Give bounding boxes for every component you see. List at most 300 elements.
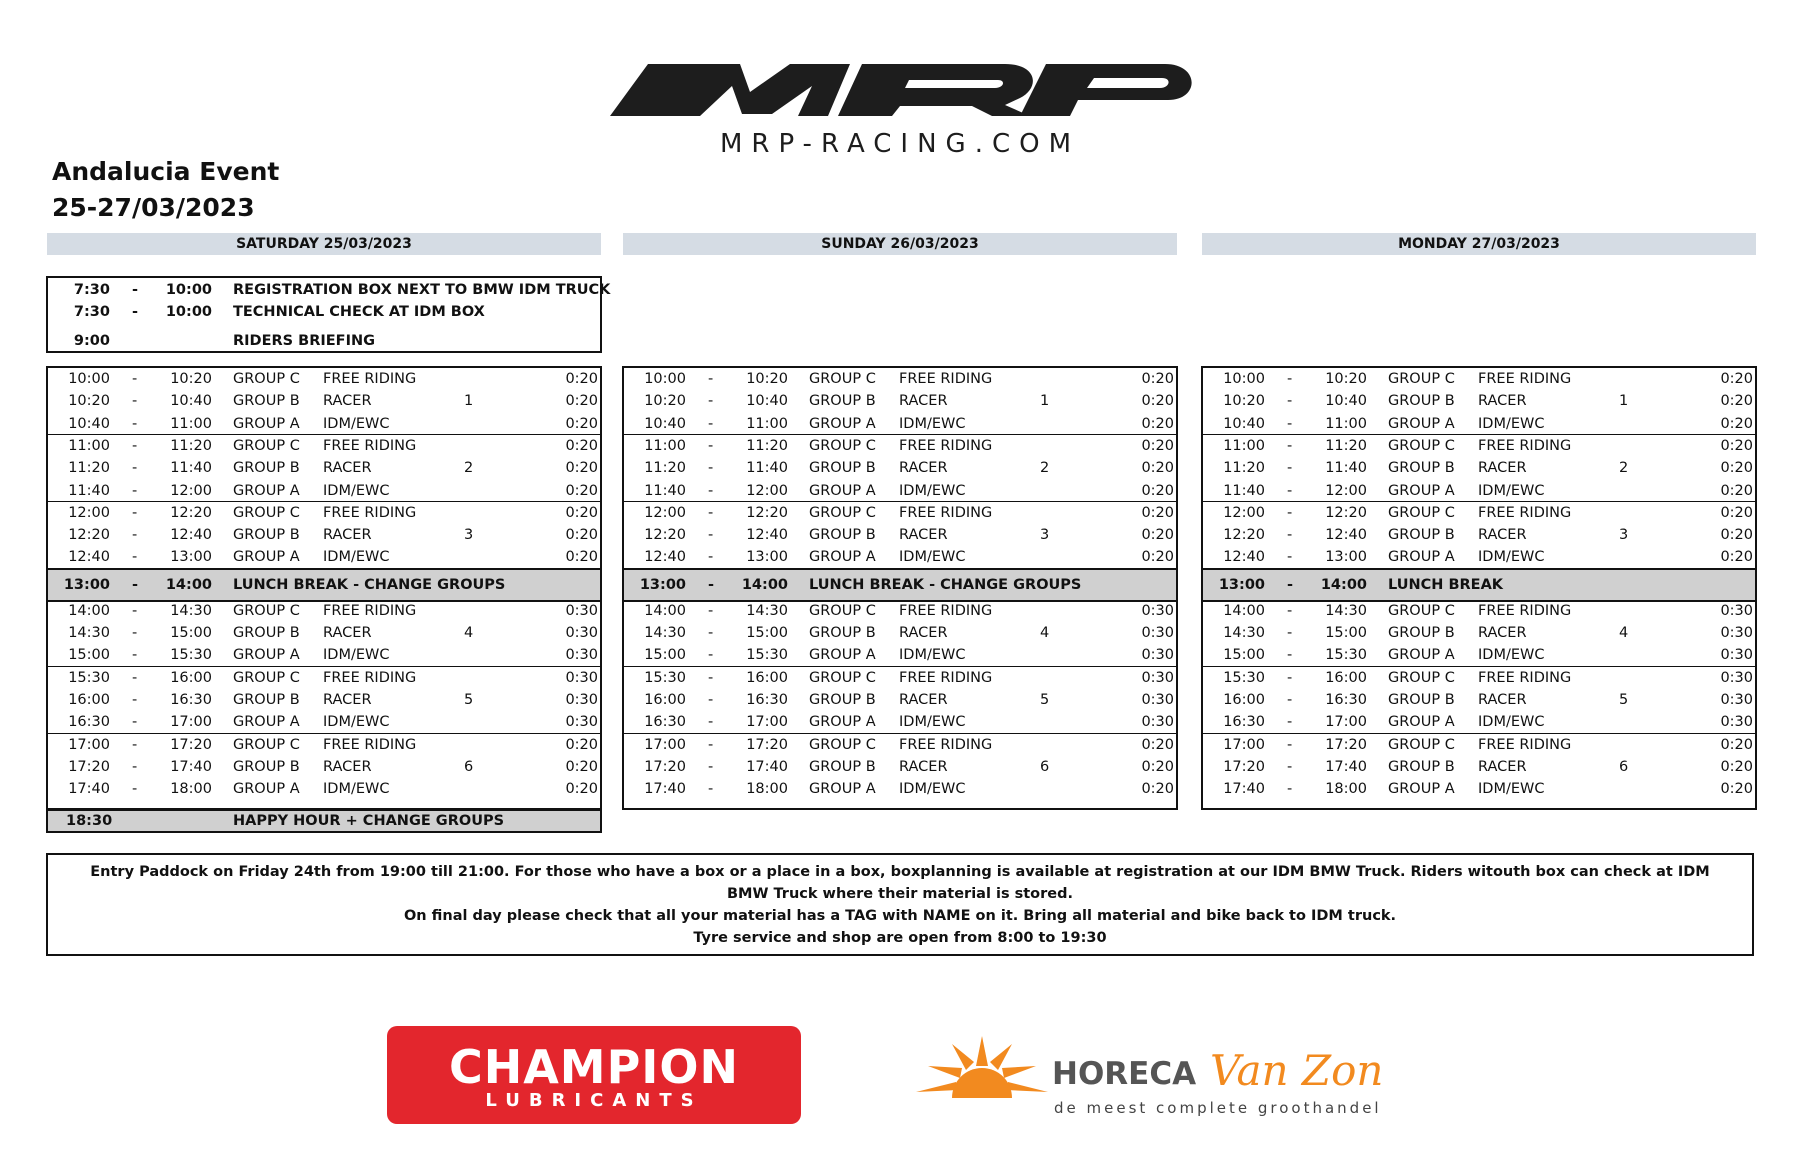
end-time: 18:00 — [1325, 781, 1367, 798]
duration: 0:30 — [1720, 669, 1753, 686]
duration: 0:20 — [1141, 415, 1174, 432]
table-row — [624, 413, 1176, 435]
end-time: 12:40 — [170, 527, 212, 544]
table-row — [624, 480, 1176, 502]
end-time: 11:20 — [746, 437, 788, 454]
dash: - — [1287, 781, 1293, 798]
start-time: 16:30 — [644, 714, 686, 731]
dash: - — [1287, 669, 1293, 686]
end-time: 10:00 — [165, 304, 212, 320]
dash: - — [1287, 371, 1293, 387]
session-number: 3 — [1619, 527, 1629, 544]
dash: - — [132, 460, 138, 477]
start-time: 10:00 — [1223, 371, 1265, 387]
session-type: RACER — [323, 758, 372, 775]
start-time: 9:00 — [73, 333, 110, 349]
start-time: 11:20 — [1223, 460, 1265, 477]
duration: 0:20 — [1720, 482, 1753, 499]
dash: - — [132, 504, 138, 521]
group-name: GROUP B — [1388, 460, 1455, 477]
group-name: GROUP C — [233, 504, 300, 521]
end-time: 10:20 — [1325, 371, 1367, 387]
end-time: 16:00 — [170, 669, 212, 686]
mrp-logo — [600, 48, 1200, 160]
start-time: 17:00 — [1223, 736, 1265, 753]
session-type: RACER — [323, 460, 372, 477]
duration: 0:20 — [1141, 482, 1174, 499]
duration: 0:20 — [565, 527, 598, 544]
duration: 0:20 — [1141, 371, 1174, 387]
group-name: GROUP C — [1388, 669, 1455, 686]
end-time: 16:30 — [170, 691, 212, 708]
mrp-logo-mark — [610, 64, 1192, 116]
end-time: 11:40 — [746, 460, 788, 477]
session-number: 4 — [1619, 625, 1629, 641]
end-time: 12:40 — [1325, 527, 1367, 544]
duration: 0:20 — [565, 371, 598, 387]
end-time: 17:00 — [746, 714, 788, 731]
end-time: 11:20 — [170, 437, 212, 454]
start-time: 15:00 — [1223, 647, 1265, 664]
table-row — [624, 368, 1176, 390]
dash: - — [708, 504, 714, 521]
start-time: 15:30 — [1223, 669, 1265, 686]
session-type: FREE RIDING — [899, 504, 993, 521]
dash: - — [1287, 691, 1293, 708]
dash: - — [1287, 714, 1293, 731]
session-type: RACER — [899, 691, 948, 708]
duration: 0:30 — [1720, 647, 1753, 664]
champion-lubricants-logo — [387, 1026, 801, 1124]
end-time: 17:20 — [746, 736, 788, 753]
schedule-table-saturday — [46, 366, 602, 810]
dash: - — [132, 602, 138, 619]
dash: - — [1287, 758, 1293, 775]
end-time: 17:20 — [170, 736, 212, 753]
end-time: 13:00 — [746, 549, 788, 566]
end-time: 14:30 — [170, 602, 212, 619]
end-time: 12:40 — [746, 527, 788, 544]
duration: 0:20 — [1141, 504, 1174, 521]
dash: - — [1287, 576, 1294, 593]
dash: - — [132, 669, 138, 686]
dash: - — [132, 758, 138, 775]
group-name: GROUP A — [1388, 714, 1455, 731]
session-type: FREE RIDING — [1478, 437, 1572, 454]
duration: 0:20 — [1141, 527, 1174, 544]
start-time: 17:20 — [1223, 758, 1265, 775]
table-row — [624, 457, 1176, 479]
dash: - — [708, 758, 714, 775]
session-type: RACER — [1478, 625, 1527, 641]
lunch-break-row — [1203, 568, 1755, 602]
table-row — [1203, 600, 1755, 622]
start-time: 11:00 — [644, 437, 686, 454]
duration: 0:20 — [565, 460, 598, 477]
group-name: GROUP A — [809, 415, 876, 432]
duration: 0:20 — [1720, 549, 1753, 566]
dash: - — [1287, 736, 1293, 753]
duration: 0:20 — [1141, 393, 1174, 410]
duration: 0:20 — [1720, 371, 1753, 387]
duration: 0:30 — [565, 602, 598, 619]
table-row — [624, 502, 1176, 524]
table-row — [624, 689, 1176, 711]
schedule-table-monday — [1201, 366, 1757, 810]
group-name: GROUP B — [1388, 758, 1455, 775]
session-type: IDM/EWC — [323, 482, 390, 499]
table-row — [1203, 756, 1755, 778]
session-type: FREE RIDING — [899, 669, 993, 686]
start-time: 16:00 — [68, 691, 110, 708]
table-row — [48, 689, 600, 711]
duration: 0:30 — [1720, 625, 1753, 641]
session-number: 3 — [1040, 527, 1050, 544]
happy-hour-time: 18:30 — [66, 813, 113, 829]
session-number: 5 — [464, 691, 474, 708]
session-type: RACER — [1478, 758, 1527, 775]
session-type: IDM/EWC — [1478, 647, 1545, 664]
session-type: RACER — [899, 625, 948, 641]
website-text: MRP-RACING.COM — [719, 129, 1081, 159]
group-name: GROUP A — [1388, 415, 1455, 432]
duration: 0:20 — [565, 393, 598, 410]
end-time: 10:40 — [1325, 393, 1367, 410]
group-name: GROUP C — [1388, 371, 1455, 387]
end-time: 11:00 — [1325, 415, 1367, 432]
group-name: GROUP C — [1388, 437, 1455, 454]
happy-hour-label: HAPPY HOUR + CHANGE GROUPS — [233, 813, 505, 829]
table-row — [624, 390, 1176, 412]
day-header-saturday: SATURDAY 25/03/2023 — [47, 233, 601, 255]
start-time: 10:40 — [68, 415, 110, 432]
start-time: 12:20 — [644, 527, 686, 544]
lunch-start: 13:00 — [63, 576, 110, 593]
dash: - — [708, 415, 714, 432]
session-type: IDM/EWC — [1478, 549, 1545, 566]
duration: 0:30 — [565, 625, 598, 641]
dash: - — [132, 549, 138, 566]
start-time: 12:00 — [644, 504, 686, 521]
table-row — [1203, 689, 1755, 711]
session-number: 5 — [1619, 691, 1629, 708]
duration: 0:30 — [1141, 691, 1174, 708]
table-row — [48, 435, 600, 457]
duration: 0:30 — [565, 714, 598, 731]
session-number: 5 — [1040, 691, 1050, 708]
lunch-break-row — [48, 568, 600, 602]
dash: - — [708, 460, 714, 477]
group-name: GROUP A — [1388, 549, 1455, 566]
duration: 0:20 — [565, 736, 598, 753]
dash: - — [132, 576, 139, 593]
duration: 0:30 — [1141, 669, 1174, 686]
session-type: FREE RIDING — [1478, 504, 1572, 521]
table-row — [48, 368, 600, 390]
session-type: FREE RIDING — [323, 736, 417, 753]
group-name: GROUP A — [1388, 647, 1455, 664]
end-time: 15:00 — [746, 625, 788, 641]
session-number: 2 — [1619, 460, 1629, 477]
session-number: 6 — [464, 758, 474, 775]
dash: - — [708, 691, 714, 708]
group-name: GROUP C — [1388, 736, 1455, 753]
group-name: GROUP C — [233, 669, 300, 686]
session-type: FREE RIDING — [323, 371, 417, 387]
session-type: IDM/EWC — [323, 781, 390, 798]
dash: - — [708, 482, 714, 499]
table-row — [624, 778, 1176, 800]
dash: - — [708, 714, 714, 731]
start-time: 11:40 — [68, 482, 110, 499]
end-time: 13:00 — [1325, 549, 1367, 566]
session-type: IDM/EWC — [899, 549, 966, 566]
session-type: RACER — [899, 527, 948, 544]
start-time: 7:30 — [73, 304, 110, 320]
pre-schedule-label: RIDERS BRIEFING — [233, 333, 376, 349]
session-type: FREE RIDING — [1478, 371, 1572, 387]
duration: 0:20 — [1720, 415, 1753, 432]
group-name: GROUP B — [1388, 527, 1455, 544]
duration: 0:30 — [1141, 625, 1174, 641]
session-type: IDM/EWC — [1478, 781, 1545, 798]
session-type: FREE RIDING — [1478, 669, 1572, 686]
session-type: FREE RIDING — [1478, 736, 1572, 753]
note-entry-paddock: Entry Paddock on Friday 24th from 19:00 till 21:00. For those who have a box or a place in a box, boxplanning is available at registration at our IDM BMW Truck. Riders witouth box can check at IDM BMW Truck where their material is stored. — [90, 864, 1710, 902]
lunch-end: 14:00 — [741, 576, 788, 593]
duration: 0:30 — [565, 669, 598, 686]
dash: - — [708, 669, 714, 686]
table-row — [1203, 413, 1755, 435]
group-name: GROUP C — [809, 504, 876, 521]
group-name: GROUP C — [1388, 504, 1455, 521]
group-name: GROUP A — [233, 482, 300, 499]
duration: 0:20 — [1141, 437, 1174, 454]
session-number: 3 — [464, 527, 474, 544]
lunch-label: LUNCH BREAK - CHANGE GROUPS — [233, 576, 506, 593]
session-type: IDM/EWC — [899, 781, 966, 798]
start-time: 10:20 — [644, 393, 686, 410]
start-time: 15:30 — [68, 669, 110, 686]
lunch-end: 14:00 — [1320, 576, 1367, 593]
dash: - — [708, 576, 715, 593]
end-time: 12:00 — [1325, 482, 1367, 499]
duration: 0:20 — [1141, 460, 1174, 477]
table-row — [1203, 524, 1755, 546]
end-time: 14:30 — [746, 602, 788, 619]
session-number: 6 — [1619, 758, 1629, 775]
dash: - — [708, 647, 714, 664]
start-time: 10:00 — [644, 371, 686, 387]
duration: 0:20 — [1720, 781, 1753, 798]
end-time: 17:00 — [170, 714, 212, 731]
group-name: GROUP B — [809, 527, 876, 544]
session-type: IDM/EWC — [1478, 415, 1545, 432]
end-time: 17:40 — [746, 758, 788, 775]
session-type: FREE RIDING — [323, 504, 417, 521]
end-time: 11:40 — [170, 460, 212, 477]
group-name: GROUP C — [233, 602, 300, 619]
duration: 0:20 — [565, 549, 598, 566]
dash: - — [1287, 393, 1293, 410]
group-name: GROUP A — [233, 549, 300, 566]
dash: - — [1287, 549, 1293, 566]
session-type: RACER — [1478, 691, 1527, 708]
end-time: 18:00 — [746, 781, 788, 798]
start-time: 10:20 — [68, 393, 110, 410]
end-time: 14:30 — [1325, 602, 1367, 619]
duration: 0:30 — [565, 647, 598, 664]
group-name: GROUP B — [809, 625, 876, 641]
group-name: GROUP C — [809, 437, 876, 454]
end-time: 11:20 — [1325, 437, 1367, 454]
start-time: 11:40 — [1223, 482, 1265, 499]
duration: 0:30 — [1720, 714, 1753, 731]
table-row — [624, 622, 1176, 644]
start-time: 7:30 — [73, 282, 110, 298]
group-name: GROUP B — [809, 758, 876, 775]
dash: - — [708, 437, 714, 454]
event-dates: 25-27/03/2023 — [52, 193, 255, 222]
table-row — [1203, 622, 1755, 644]
session-type: FREE RIDING — [899, 437, 993, 454]
duration: 0:30 — [565, 691, 598, 708]
session-type: RACER — [899, 393, 948, 410]
dash: - — [132, 482, 138, 499]
table-row — [1203, 480, 1755, 502]
duration: 0:20 — [1720, 527, 1753, 544]
start-time: 17:40 — [1223, 781, 1265, 798]
end-time: 10:20 — [170, 371, 212, 387]
note-tyre-service: Tyre service and shop are open from 8:00 to 19:30 — [693, 930, 1107, 946]
start-time: 14:00 — [1223, 602, 1265, 619]
start-time: 14:30 — [1223, 625, 1265, 641]
dash: - — [708, 781, 714, 798]
dash: - — [1287, 482, 1293, 499]
start-time: 12:00 — [1223, 504, 1265, 521]
end-time: 16:00 — [746, 669, 788, 686]
table-row — [624, 711, 1176, 733]
group-name: GROUP C — [809, 602, 876, 619]
start-time: 10:40 — [1223, 415, 1265, 432]
pre-schedule-box — [46, 276, 611, 353]
dash: - — [132, 647, 138, 664]
group-name: GROUP A — [233, 647, 300, 664]
duration: 0:30 — [1141, 602, 1174, 619]
group-name: GROUP B — [809, 460, 876, 477]
session-type: RACER — [1478, 460, 1527, 477]
horeca-name: HORECA — [1052, 1056, 1197, 1092]
start-time: 12:20 — [1223, 527, 1265, 544]
start-time: 14:30 — [68, 625, 110, 641]
session-type: RACER — [899, 758, 948, 775]
session-type: RACER — [323, 691, 372, 708]
dash: - — [1287, 527, 1293, 544]
start-time: 17:40 — [68, 781, 110, 798]
dash: - — [708, 549, 714, 566]
duration: 0:20 — [1720, 504, 1753, 521]
day-header-monday: MONDAY 27/03/2023 — [1202, 233, 1756, 255]
table-row — [624, 756, 1176, 778]
start-time: 12:00 — [68, 504, 110, 521]
event-name: Andalucia Event — [52, 157, 280, 186]
start-time: 17:40 — [644, 781, 686, 798]
start-time: 16:00 — [644, 691, 686, 708]
dash: - — [132, 736, 138, 753]
group-name: GROUP A — [809, 549, 876, 566]
dash: - — [708, 602, 714, 619]
dash: - — [132, 304, 139, 320]
table-row — [48, 457, 600, 479]
session-number: 1 — [464, 393, 474, 410]
dash: - — [132, 393, 138, 410]
happy-hour-row — [46, 809, 602, 833]
session-number: 1 — [1040, 393, 1050, 410]
dash: - — [1287, 647, 1293, 664]
dash: - — [708, 736, 714, 753]
pre-schedule-row — [48, 279, 611, 301]
group-name: GROUP B — [1388, 393, 1455, 410]
group-name: GROUP A — [809, 781, 876, 798]
dash: - — [132, 527, 138, 544]
end-time: 17:20 — [1325, 736, 1367, 753]
lunch-label: LUNCH BREAK - CHANGE GROUPS — [809, 576, 1082, 593]
start-time: 11:20 — [644, 460, 686, 477]
start-time: 11:20 — [68, 460, 110, 477]
group-name: GROUP A — [809, 647, 876, 664]
table-row — [1203, 711, 1755, 733]
session-number: 2 — [464, 460, 474, 477]
end-time: 12:20 — [1325, 504, 1367, 521]
group-name: GROUP B — [233, 625, 300, 641]
session-type: RACER — [323, 527, 372, 544]
duration: 0:30 — [1141, 714, 1174, 731]
table-row — [624, 644, 1176, 666]
end-time: 12:20 — [170, 504, 212, 521]
start-time: 14:30 — [644, 625, 686, 641]
dash: - — [132, 437, 138, 454]
pre-schedule-row — [48, 301, 600, 323]
end-time: 10:40 — [170, 393, 212, 410]
session-number: 4 — [1040, 625, 1050, 641]
session-type: RACER — [1478, 393, 1527, 410]
session-type: IDM/EWC — [899, 415, 966, 432]
start-time: 10:00 — [68, 371, 110, 387]
start-time: 17:20 — [644, 758, 686, 775]
duration: 0:20 — [1720, 758, 1753, 775]
duration: 0:20 — [565, 437, 598, 454]
duration: 0:20 — [1720, 437, 1753, 454]
end-time: 16:30 — [746, 691, 788, 708]
group-name: GROUP B — [233, 691, 300, 708]
table-row — [1203, 502, 1755, 524]
start-time: 17:20 — [68, 758, 110, 775]
session-type: IDM/EWC — [899, 482, 966, 499]
dash: - — [708, 371, 714, 387]
group-name: GROUP C — [809, 736, 876, 753]
dash: - — [132, 371, 138, 387]
group-name: GROUP A — [809, 714, 876, 731]
horeca-script: Van Zon — [1210, 1046, 1384, 1095]
start-time: 16:30 — [1223, 714, 1265, 731]
end-time: 13:00 — [170, 549, 212, 566]
table-row — [624, 667, 1176, 689]
table-row — [1203, 667, 1755, 689]
group-name: GROUP B — [233, 393, 300, 410]
table-row — [1203, 546, 1755, 568]
end-time: 17:00 — [1325, 714, 1367, 731]
start-time: 14:00 — [68, 602, 110, 619]
